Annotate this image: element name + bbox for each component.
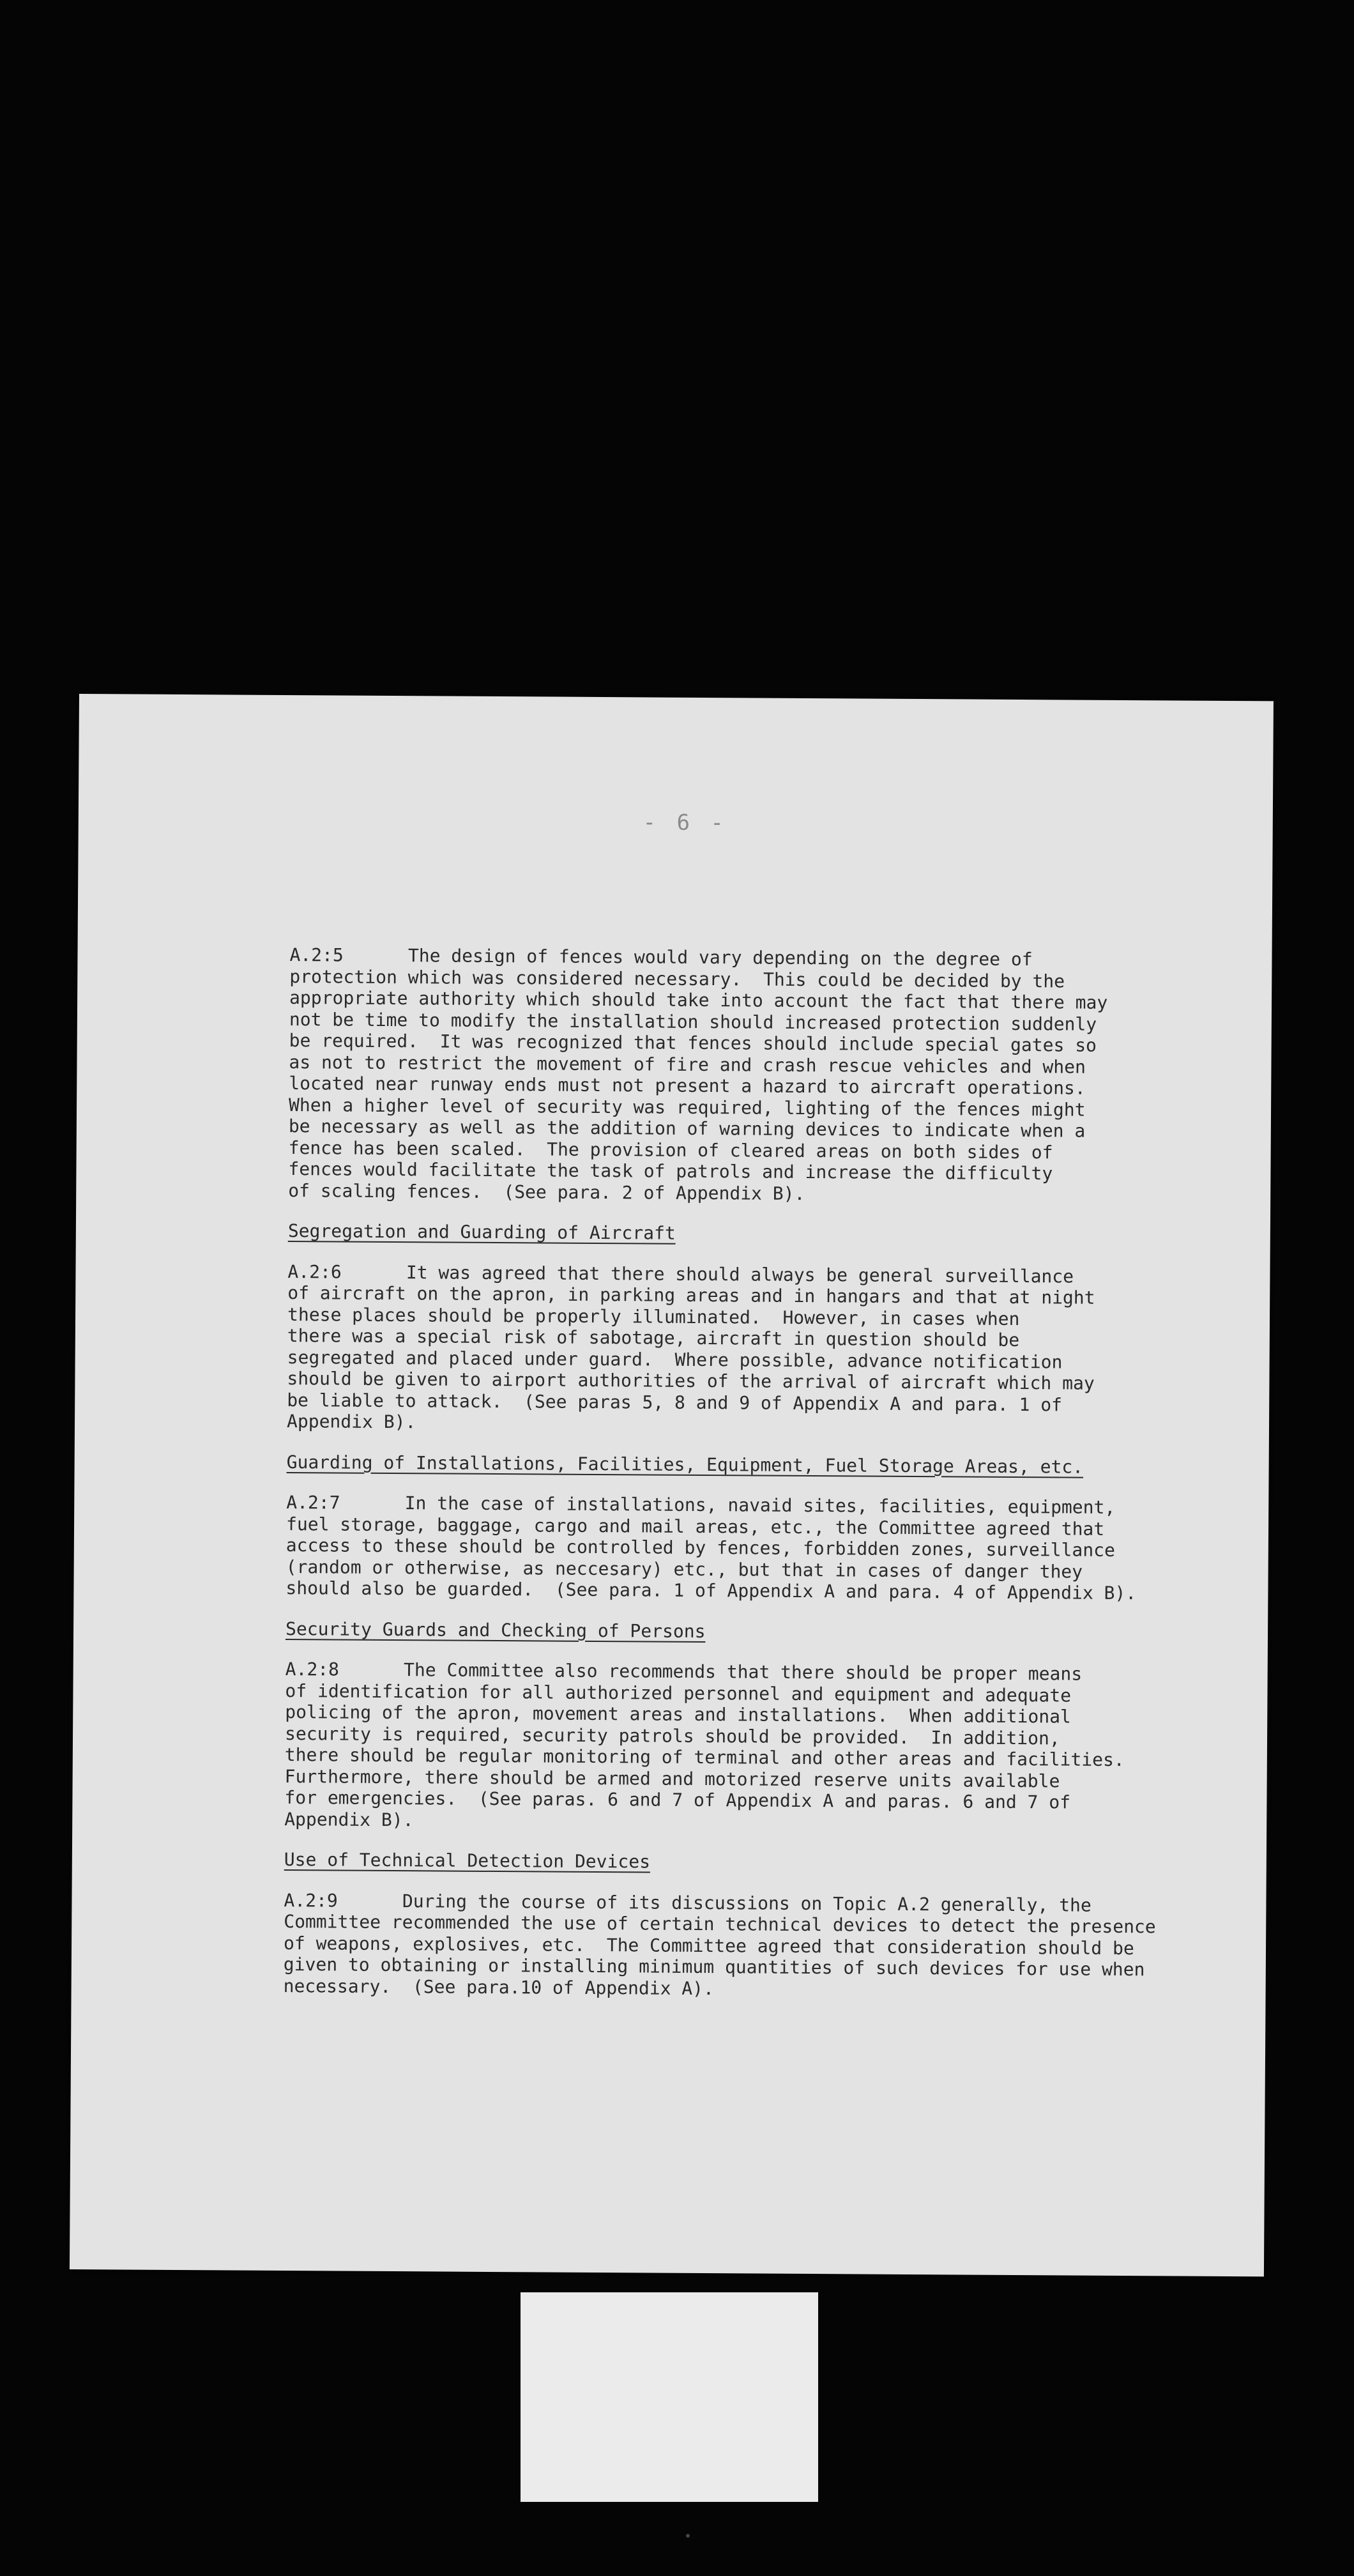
text-line: located near runway ends must not present a hazard to aircraft operations. <box>289 1073 1086 1099</box>
text-line: segregated and placed under guard. Where possible, advance notification <box>287 1346 1063 1372</box>
text-line: of weapons, explosives, etc. The Committee agreed that consideration should be <box>283 1932 1134 1959</box>
paragraph-a2-9 <box>284 1889 1229 2002</box>
text-line: A.2:8 The Committee also recommends that there should be proper means <box>285 1659 1083 1685</box>
text-line: (random or otherwise, as neccesary) etc., but that in cases of danger they <box>285 1556 1083 1583</box>
paragraph-a2-7 <box>285 1492 1231 1605</box>
text-line: fence has been scaled. The provision of cleared areas on both sides of <box>288 1137 1053 1163</box>
text-line: fuel storage, baggage, cargo and mail areas, etc., the Committee agreed that <box>285 1513 1105 1540</box>
text-line: appropriate authority which should take into account the fact that there may <box>289 987 1108 1013</box>
page-number: - 6 - <box>643 809 728 836</box>
section-heading: Segregation and Guarding of Aircraft <box>287 1220 676 1244</box>
text-line: be necessary as well as the addition of warning devices to indicate when a <box>288 1116 1086 1142</box>
text-line: A.2:6 It was agreed that there should always be general surveillance <box>287 1261 1074 1287</box>
text-line: policing of the apron, movement areas and installations. When additional <box>285 1701 1071 1728</box>
paragraph-a2-8 <box>284 1659 1231 1836</box>
text-line: there should be regular monitoring of terminal and other areas and facilities. <box>284 1744 1125 1771</box>
paragraph-a2-5 <box>288 944 1235 1207</box>
paragraph-a2-6 <box>287 1261 1233 1438</box>
text-line: for emergencies. (See paras. 6 and 7 of Appendix A and paras. 6 and 7 of <box>284 1786 1071 1813</box>
text-line: protection which was considered necessary. This could be decided by the <box>289 965 1065 992</box>
text-line: A.2:5 The design of fences would vary depending on the degree of <box>289 944 1033 970</box>
text-line: Appendix B). <box>284 1808 414 1830</box>
text-line: A.2:9 During the course of its discussions on Topic A.2 generally, the <box>284 1889 1092 1916</box>
text-line: A.2:7 In the case of installations, navaid sites, facilities, equipment, <box>286 1492 1116 1518</box>
text-line: be liable to attack. (See paras 5, 8 and 9 of Appendix A and para. 1 of <box>287 1389 1063 1415</box>
text-line: there was a special risk of sabotage, aircraft in question should be <box>287 1325 1020 1351</box>
text-line: Committee recommended the use of certain technical devices to detect the presence <box>284 1910 1156 1938</box>
text-line: Appendix B). <box>286 1411 416 1433</box>
text-line: Furthermore, there should be armed and motorized reserve units available <box>284 1765 1060 1791</box>
text-line: not be time to modify the installation should increased protection suddenly <box>289 1008 1097 1035</box>
scan-dot <box>686 2534 690 2538</box>
text-line: of identification for all authorized personnel and equipment and adequate <box>285 1680 1072 1706</box>
section-heading: Security Guards and Checking of Persons <box>285 1618 706 1642</box>
text-line: When a higher level of security was required, lighting of the fences might <box>288 1094 1086 1121</box>
text-line: these places should be properly illuminated. However, in cases when <box>287 1303 1020 1330</box>
text-line: of scaling fences. (See para. 2 of Appendix B). <box>288 1179 805 1204</box>
text-line: given to obtaining or installing minimum quantities of such devices for use when <box>283 1953 1145 1981</box>
text-line: fences would facilitate the task of patrols and increase the difficulty <box>288 1158 1053 1184</box>
section-heading: Guarding of Installations, Facilities, Equipment, Fuel Storage Areas, etc. <box>286 1451 1084 1478</box>
text-line: of aircraft on the apron, in parking areas and in hangars and that at night <box>287 1282 1095 1308</box>
text-line: necessary. (See para.10 of Appendix A). <box>283 1975 715 1999</box>
document-page <box>70 694 1274 2276</box>
document-body <box>283 944 1235 2021</box>
text-line: access to these should be controlled by fences, forbidden zones, surveillance <box>285 1535 1115 1561</box>
text-line: be required. It was recognized that fences should include special gates so <box>289 1030 1097 1056</box>
text-line: should be given to airport authorities of the arrival of aircraft which may <box>287 1368 1095 1394</box>
text-line: should also be guarded. (See para. 1 of Appendix A and para. 4 of Appendix B). <box>285 1577 1137 1604</box>
blank-card <box>521 2292 818 2502</box>
text-line: security is required, security patrols should be provided. In addition, <box>284 1722 1060 1749</box>
section-heading: Use of Technical Detection Devices <box>284 1848 651 1873</box>
text-line: as not to restrict the movement of fire and crash rescue vehicles and when <box>289 1051 1086 1078</box>
